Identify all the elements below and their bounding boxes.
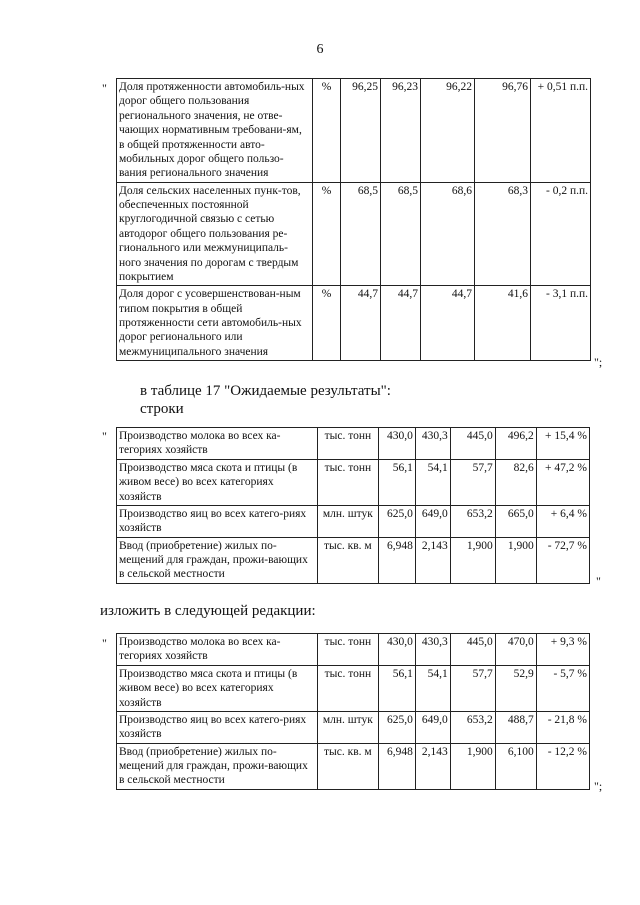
- change-cell: + 6,4 %: [536, 505, 589, 537]
- value-cell: 68,5: [381, 182, 421, 286]
- value-cell: 649,0: [415, 711, 450, 743]
- unit-cell: %: [313, 286, 341, 361]
- value-cell: 44,7: [341, 286, 381, 361]
- unit-cell: тыс. тонн: [317, 634, 378, 666]
- value-cell: 6,948: [379, 743, 416, 789]
- value-cell: 68,6: [421, 182, 475, 286]
- page-number: 6: [316, 42, 324, 57]
- change-cell: - 12,2 %: [536, 743, 589, 789]
- value-cell: 44,7: [421, 286, 475, 361]
- value-cell: 430,0: [379, 634, 416, 666]
- unit-cell: тыс. тонн: [317, 665, 378, 711]
- table-row: [117, 505, 590, 537]
- value-cell: 56,1: [379, 665, 416, 711]
- value-cell: 496,2: [495, 428, 536, 460]
- closing-quote: ": [596, 574, 601, 588]
- value-cell: 445,0: [450, 428, 495, 460]
- row-name: Производство молока во всех ка-тегориях хозяйств: [117, 428, 318, 460]
- value-cell: 430,3: [415, 634, 450, 666]
- change-cell: - 72,7 %: [536, 537, 589, 583]
- table-row: [117, 537, 590, 583]
- row-name: Производство яиц во всех катего-риях хозяйств: [117, 711, 318, 743]
- paragraph-rows: строки: [140, 401, 184, 417]
- table-row: [117, 286, 591, 361]
- unit-cell: тыс. кв. м: [317, 743, 378, 789]
- value-cell: 430,0: [379, 428, 416, 460]
- unit-cell: тыс. тонн: [317, 459, 378, 505]
- unit-cell: млн. штук: [317, 505, 378, 537]
- value-cell: 665,0: [495, 505, 536, 537]
- unit-cell: млн. штук: [317, 711, 378, 743]
- value-cell: 96,25: [341, 79, 381, 183]
- value-cell: 96,22: [421, 79, 475, 183]
- value-cell: 54,1: [415, 459, 450, 505]
- unit-cell: %: [313, 182, 341, 286]
- change-cell: + 0,51 п.п.: [531, 79, 591, 183]
- value-cell: 470,0: [495, 634, 536, 666]
- change-cell: - 0,2 п.п.: [531, 182, 591, 286]
- value-cell: 44,7: [381, 286, 421, 361]
- value-cell: 1,900: [450, 743, 495, 789]
- value-cell: 54,1: [415, 665, 450, 711]
- value-cell: 57,7: [450, 459, 495, 505]
- value-cell: 1,900: [495, 537, 536, 583]
- opening-quote: ": [102, 429, 107, 443]
- table-row: [117, 665, 590, 711]
- row-name: Доля протяженности автомобиль-ных дорог общего пользования регионального значения, не отве-чающих нормативным требовани-ям, в общей протяженности авто-мобильных дорог общего пользо-вания регионального значения: [117, 79, 313, 183]
- row-name: Производство яиц во всех катего-риях хозяйств: [117, 505, 318, 537]
- paragraph-new-edition: изложить в следующей редакции:: [100, 603, 316, 619]
- closing-quote: ";: [594, 355, 603, 369]
- value-cell: 57,7: [450, 665, 495, 711]
- value-cell: 68,3: [475, 182, 531, 286]
- value-cell: 445,0: [450, 634, 495, 666]
- row-name: Производство мяса скота и птицы (в живом весе) во всех категориях хозяйств: [117, 665, 318, 711]
- paragraph-table17: в таблице 17 "Ожидаемые результаты":: [140, 383, 391, 399]
- table-row: [117, 428, 590, 460]
- change-cell: + 47,2 %: [536, 459, 589, 505]
- unit-cell: тыс. кв. м: [317, 537, 378, 583]
- value-cell: 625,0: [379, 505, 416, 537]
- change-cell: - 5,7 %: [536, 665, 589, 711]
- row-name: Производство молока во всех ка-тегориях хозяйств: [117, 634, 318, 666]
- value-cell: 96,23: [381, 79, 421, 183]
- value-cell: 488,7: [495, 711, 536, 743]
- row-name: Ввод (приобретение) жилых по-мещений для граждан, прожи-вающих в сельской местности: [117, 537, 318, 583]
- value-cell: 56,1: [379, 459, 416, 505]
- value-cell: 625,0: [379, 711, 416, 743]
- value-cell: 649,0: [415, 505, 450, 537]
- change-cell: - 3,1 п.п.: [531, 286, 591, 361]
- table-expected-results-old: [116, 427, 590, 584]
- change-cell: + 9,3 %: [536, 634, 589, 666]
- value-cell: 68,5: [341, 182, 381, 286]
- value-cell: 41,6: [475, 286, 531, 361]
- value-cell: 6,100: [495, 743, 536, 789]
- opening-quote: ": [102, 81, 107, 95]
- table-row: [117, 182, 591, 286]
- table-row: [117, 711, 590, 743]
- row-name: Доля сельских населенных пунк-тов, обеспеченных постоянной круглогодичной связью с сетью автодорог общего пользования ре-гионального или межмуниципаль-ного значения по дорогам с твердым покрытием: [117, 182, 313, 286]
- table-indicators: [116, 78, 591, 361]
- value-cell: 2,143: [415, 537, 450, 583]
- table-row: [117, 634, 590, 666]
- value-cell: 653,2: [450, 505, 495, 537]
- table-expected-results-new: [116, 633, 590, 790]
- row-name: Доля дорог с усовершенствован-ным типом покрытия в общей протяженности сети автомобиль-ных дорог регионального или межмуниципального значения: [117, 286, 313, 361]
- value-cell: 96,76: [475, 79, 531, 183]
- value-cell: 52,9: [495, 665, 536, 711]
- opening-quote: ": [102, 636, 107, 650]
- change-cell: + 15,4 %: [536, 428, 589, 460]
- row-name: Ввод (приобретение) жилых по-мещений для граждан, прожи-вающих в сельской местности: [117, 743, 318, 789]
- unit-cell: %: [313, 79, 341, 183]
- value-cell: 6,948: [379, 537, 416, 583]
- row-name: Производство мяса скота и птицы (в живом весе) во всех категориях хозяйств: [117, 459, 318, 505]
- table-row: [117, 743, 590, 789]
- table-row: [117, 459, 590, 505]
- value-cell: 1,900: [450, 537, 495, 583]
- value-cell: 2,143: [415, 743, 450, 789]
- table-row: [117, 79, 591, 183]
- closing-quote: ";: [594, 779, 603, 793]
- value-cell: 653,2: [450, 711, 495, 743]
- value-cell: 430,3: [415, 428, 450, 460]
- unit-cell: тыс. тонн: [317, 428, 378, 460]
- change-cell: - 21,8 %: [536, 711, 589, 743]
- value-cell: 82,6: [495, 459, 536, 505]
